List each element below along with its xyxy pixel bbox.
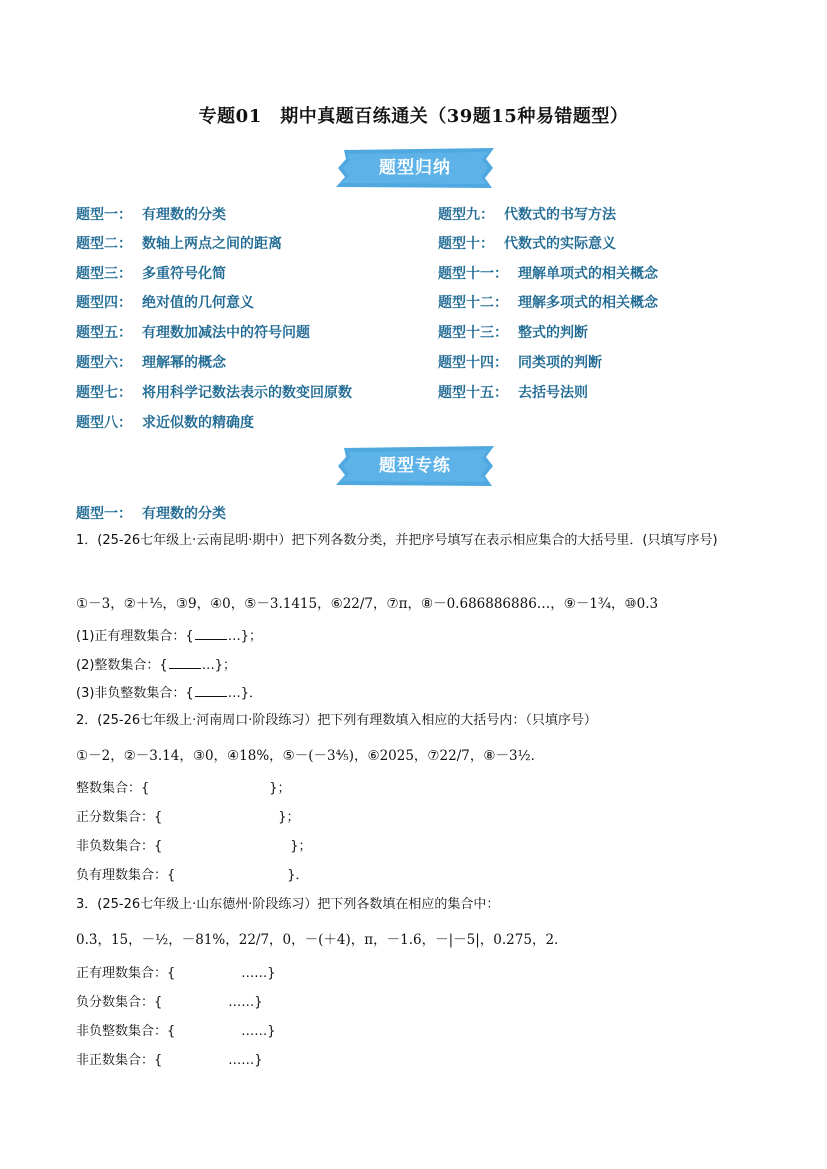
- question-3-stem: 3．(25-26七年级上·山东德州·阶段练习）把下列各数填在相应的集合中：: [76, 897, 500, 912]
- toc-tag: 题型五：: [76, 325, 132, 341]
- page-title: 专题01 期中真题百练通关（39题15种易错题型）: [198, 106, 629, 127]
- banner-practice: [334, 446, 496, 486]
- toc-tag: 题型十三：: [438, 325, 508, 341]
- set-label: (3)非负整数集合：{: [76, 686, 194, 701]
- question-1-stem: 1．(25-26七年级上·云南昆明·期中）把下列各数分类，并把序号填写在表示相应集合的大括号里．(只填写序号): [76, 533, 718, 548]
- q3-set-2[interactable]: [76, 991, 263, 1010]
- toc-name: 代数式的书写方法: [504, 207, 616, 223]
- set-label: 正分数集合：{: [76, 810, 163, 825]
- q2-set-1[interactable]: [76, 777, 291, 796]
- toc-name: 有理数的分类: [142, 207, 226, 223]
- question-1-numbers: ①－3，②＋⅕，③9，④0，⑤－3.1415，⑥22/7，⑦π，⑧－0.686886886…，⑨－1¾，⑩0.3: [76, 596, 659, 612]
- set-end: …}；: [201, 658, 236, 673]
- set-end: …}；: [227, 629, 262, 644]
- toc-tag: 题型十一：: [438, 266, 508, 282]
- toc-item[interactable]: [76, 292, 254, 312]
- question-2-stem: 2．(25-26七年级上·河南周口·阶段练习）把下列有理数填入相应的大括号内：（只填序号）: [76, 713, 597, 728]
- toc-name: 同类项的判断: [518, 355, 602, 371]
- question-3-numbers: 0.3̇，15，－½，－81%，22/7，0，－(＋4)，π，－1.6，－|－5|，0.275，2．: [76, 932, 568, 948]
- toc-item[interactable]: [76, 412, 254, 432]
- toc-item[interactable]: [76, 204, 226, 224]
- set-end: }；: [290, 839, 312, 854]
- answer-blank[interactable]: [195, 686, 227, 697]
- set-label: 非负整数集合：{: [76, 1024, 176, 1039]
- toc-tag: 题型十二：: [438, 295, 508, 311]
- toc-name: 有理数加减法中的符号问题: [142, 325, 310, 341]
- set-label: 整数集合：{: [76, 781, 150, 796]
- toc-name: 理解幂的概念: [142, 355, 226, 371]
- toc-tag: 题型九：: [438, 207, 494, 223]
- set-label: 非正数集合：{: [76, 1053, 163, 1068]
- toc-item[interactable]: [438, 352, 602, 372]
- toc-name: 整式的判断: [518, 325, 588, 341]
- q2-set-2[interactable]: [76, 806, 300, 825]
- set-label: (2)整数集合：{: [76, 658, 168, 673]
- toc-tag: 题型十四：: [438, 355, 508, 371]
- question-2-numbers: ①－2，②－3.14，③0，④18%，⑤－(－3⅘)，⑥2025，⑦22/7，⑧－3½．: [76, 748, 545, 764]
- q3-set-1[interactable]: [76, 962, 276, 981]
- toc-name: 代数式的实际意义: [504, 236, 616, 252]
- set-end: ……}: [228, 995, 263, 1010]
- toc-item[interactable]: [438, 382, 588, 402]
- banner-practice-label: 题型专练: [379, 456, 451, 476]
- toc-item[interactable]: [76, 322, 310, 342]
- toc-name: 数轴上两点之间的距离: [142, 236, 282, 252]
- answer-blank[interactable]: [195, 629, 227, 640]
- toc-name: 多重符号化简: [142, 266, 226, 282]
- set-end: …}．: [227, 686, 262, 701]
- set-end: }．: [287, 868, 309, 883]
- toc-tag: 题型一：: [76, 207, 132, 223]
- q1-set-1[interactable]: [76, 625, 262, 644]
- q1-set-3[interactable]: [76, 682, 262, 701]
- q2-set-4[interactable]: [76, 864, 309, 883]
- toc-tag: 题型三：: [76, 266, 132, 282]
- q3-set-3[interactable]: [76, 1020, 276, 1039]
- toc-name: 去括号法则: [518, 385, 588, 401]
- toc-item[interactable]: [438, 233, 616, 253]
- set-label: 负有理数集合：{: [76, 868, 176, 883]
- toc-tag: 题型八：: [76, 415, 132, 431]
- q3-set-4[interactable]: [76, 1049, 263, 1068]
- set-end: }；: [269, 781, 291, 796]
- toc-name: 求近似数的精确度: [142, 415, 254, 431]
- section-name: 有理数的分类: [142, 506, 226, 522]
- toc-name: 理解多项式的相关概念: [518, 295, 658, 311]
- answer-blank[interactable]: [169, 658, 201, 669]
- toc-tag: 题型七：: [76, 385, 132, 401]
- toc-item[interactable]: [438, 322, 588, 342]
- toc-name: 绝对值的几何意义: [142, 295, 254, 311]
- set-label: 非负数集合：{: [76, 839, 163, 854]
- set-label: 正有理数集合：{: [76, 966, 176, 981]
- section-tag: 题型一：: [76, 506, 132, 522]
- set-label: 负分数集合：{: [76, 995, 163, 1010]
- toc-item[interactable]: [76, 352, 226, 372]
- toc-tag: 题型二：: [76, 236, 132, 252]
- toc-item[interactable]: [438, 292, 658, 312]
- banner-summary-label: 题型归纳: [379, 158, 451, 178]
- set-end: ……}: [241, 966, 276, 981]
- q1-set-2[interactable]: [76, 654, 236, 673]
- toc-tag: 题型六：: [76, 355, 132, 371]
- toc-name: 将用科学记数法表示的数变回原数: [142, 385, 352, 401]
- q2-set-3[interactable]: [76, 835, 312, 854]
- banner-summary: [334, 148, 496, 188]
- toc-item[interactable]: [76, 263, 226, 283]
- toc-tag: 题型四：: [76, 295, 132, 311]
- set-end: }；: [278, 810, 300, 825]
- section-heading: [76, 503, 226, 523]
- set-label: (1)正有理数集合：{: [76, 629, 194, 644]
- set-end: ……}: [228, 1053, 263, 1068]
- toc-item[interactable]: [438, 204, 616, 224]
- toc-item[interactable]: [76, 382, 352, 402]
- toc-name: 理解单项式的相关概念: [518, 266, 658, 282]
- toc-tag: 题型十五：: [438, 385, 508, 401]
- toc-tag: 题型十：: [438, 236, 494, 252]
- toc-item[interactable]: [438, 263, 658, 283]
- toc-item[interactable]: [76, 233, 282, 253]
- set-end: ……}: [241, 1024, 276, 1039]
